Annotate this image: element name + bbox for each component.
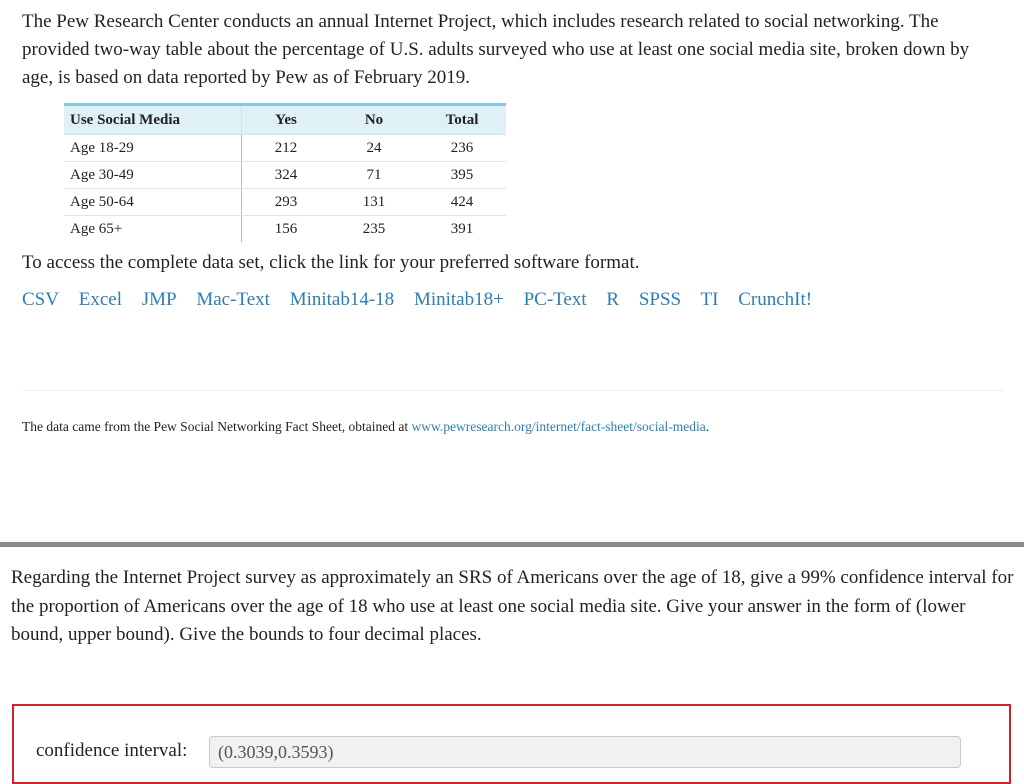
link-minitab18plus[interactable]: Minitab18+ [413,289,504,310]
link-jmp[interactable]: JMP [141,289,177,310]
link-minitab14-18[interactable]: Minitab14-18 [289,289,395,310]
table-cell: Age 30-49 [64,162,242,189]
link-excel[interactable]: Excel [78,289,122,310]
answer-box [12,704,1011,784]
table-row [64,216,506,243]
source-link[interactable]: www.pewresearch.org/internet/fact-sheet/social-media [411,419,706,434]
table-cell: Age 18-29 [64,135,242,162]
table-header: Use Social Media [64,105,242,135]
table-header-row [64,105,506,135]
source-suffix: . [705,419,710,434]
table-row [64,189,506,216]
table-cell: 212 [242,135,331,162]
table-row [64,162,506,189]
intro-section [22,8,997,92]
table-cell: 131 [330,189,418,216]
intro-text: The Pew Research Center conducts an annual Internet Project, which includes research related to social networking. The provided two-way table about the percentage of U.S. adults surveyed who use at least one social media site, broken down by age, is based on data reported by Pew as of February 2019. [22,11,970,88]
table-cell: 156 [274,220,298,237]
access-instructions: To access the complete data set, click the link for your preferred software format. [22,252,640,273]
link-mac-text[interactable]: Mac-Text [196,289,270,310]
two-way-table [64,103,506,242]
table-cell: 236 [418,135,506,162]
table-cell: 391 [450,220,474,237]
table-cell: 395 [418,162,506,189]
section-divider [22,390,1004,391]
link-spss[interactable]: SPSS [638,289,682,310]
table-row [64,135,506,162]
link-csv[interactable]: CSV [22,289,59,310]
source-text: The data came from the Pew Social Networking Fact Sheet, obtained at [22,419,412,434]
link-crunchit[interactable]: CrunchIt! [738,289,813,310]
table-cell: Age 50-64 [64,189,242,216]
link-ti[interactable]: TI [700,289,719,310]
table-header: Yes [242,105,331,135]
table-cell: 235 [362,220,386,237]
question-divider [0,542,1024,547]
table-header: Total [418,105,506,135]
confidence-interval-input[interactable] [209,736,961,768]
table-header: No [330,105,418,135]
confidence-interval-label: confidence interval: [36,740,188,761]
software-format-links [22,289,827,311]
link-r[interactable]: R [606,289,620,310]
table-cell: 71 [330,162,418,189]
link-pc-text[interactable]: PC-Text [523,289,587,310]
table-cell: Age 65+ [64,216,242,243]
question-text: Regarding the Internet Project survey as approximately an SRS of Americans over the age of 18, give a 99% confidence interval for the proportion of Americans over the age of 18 who use at least one social media site. Give your answer in the form of (lower bound, upper bound). Give the bounds to four decimal places. [11,567,1014,645]
table-cell: 24 [330,135,418,162]
source-note [22,419,709,435]
table-cell: 424 [418,189,506,216]
table-cell: 293 [242,189,331,216]
table-cell: 324 [242,162,331,189]
